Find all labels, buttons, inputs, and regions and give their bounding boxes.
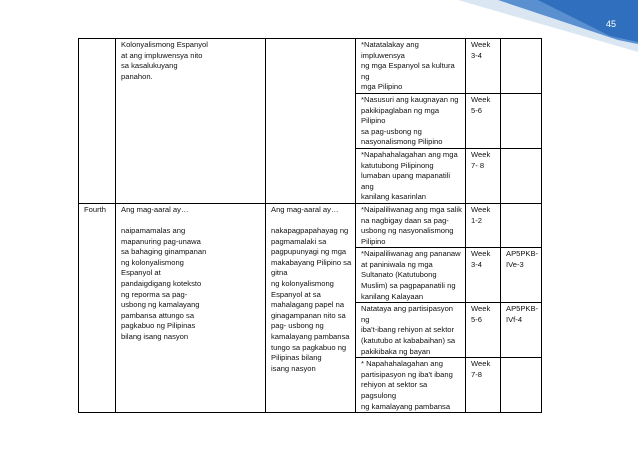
week-label: Week 1-2 (471, 204, 491, 225)
content-standard-text-line: sa bahaging ginampanan (121, 247, 207, 257)
content-standard-text-line: Kolonyalismong Espanyol (121, 40, 208, 49)
code-cell (501, 203, 542, 247)
performance-standard-text (271, 226, 352, 374)
performance-standard-text-line: kamalayang pambansa (271, 332, 350, 342)
week-label: Week 3-4 (471, 40, 491, 60)
week-label: Week 7-8 (471, 359, 491, 379)
week-cell (466, 148, 501, 203)
competency-text (361, 95, 462, 148)
content-standard-text-line: naipamamalas ang (121, 226, 186, 236)
competency-text (361, 249, 462, 302)
competency-cell (356, 39, 466, 94)
code-cell (501, 358, 542, 413)
competency-cell (356, 358, 466, 413)
competency-text-line: * Napahahalagahan ang (361, 359, 443, 369)
competency-text (361, 304, 462, 357)
competency-text-line: pakikipaglaban ng mga Pilipino (361, 105, 440, 126)
content-standard-text-line: bilang isang nasyon (121, 332, 189, 342)
code-cell (501, 303, 542, 358)
competency-text-line: *Naipaliliwanag ang pananaw (361, 249, 461, 259)
competency-text-line: Natataya ang partisipasyon ng (361, 304, 454, 324)
content-standard-cell (116, 39, 266, 204)
competency-text (361, 40, 462, 93)
code-cell (501, 248, 542, 303)
performance-standard-text-line: gitna (271, 268, 288, 278)
quarter-cell (79, 203, 116, 412)
competency-cell (356, 148, 466, 203)
content-standard-text-line: ng reporma sa pag- (121, 289, 188, 299)
page-number: 45 (605, 19, 616, 29)
performance-standard-cell (266, 39, 356, 204)
content-standard-text-line: Espanyol at (121, 268, 161, 278)
competency-text-line: lumaban upang mapanatili ang (361, 171, 451, 191)
competency-text (361, 205, 462, 247)
competency-text-line: mga Pilipino (361, 82, 403, 92)
quarter-cell (79, 39, 116, 204)
competency-text-line: sa pag-usbong ng (361, 126, 422, 136)
competency-text-line: at paniniwala ng mga (361, 259, 433, 269)
performance-standard-text-line: pagpupunyagi ng mga (271, 247, 347, 257)
content-standard-text-line: ng kolonyalismong (121, 257, 184, 267)
competency-text-line: Sultanato (Katutubong (361, 270, 437, 280)
competency-text-line: (katutubo at kababaihan) sa (361, 336, 456, 346)
week-label: Week 5-6 (471, 304, 491, 324)
performance-standard-text-line: Espanyol at sa (271, 289, 321, 299)
competency-text-line: *Natatalakay ang impluwensya (361, 40, 419, 60)
competency-text-line: Pilipino (361, 236, 386, 246)
performance-standard-text-line: tungo sa pagkabuo ng (271, 342, 347, 352)
week-cell (466, 93, 501, 148)
competency-code: AP5PKB-IVf-4 (506, 304, 539, 324)
competency-cell (356, 203, 466, 247)
performance-standard-text-line: pagmamalaki sa (271, 236, 327, 246)
competency-text-line: rehiyon at sektor sa pagsulong (361, 380, 428, 400)
competency-text-line: *Naipaliliwanag ang mga salik (361, 204, 462, 214)
performance-standard-text-line: makabayang Pilipino sa (271, 257, 352, 267)
competency-text-line: na nagbigay daan sa pag- (361, 215, 449, 225)
week-cell (466, 358, 501, 413)
competency-cell (356, 303, 466, 358)
performance-standard-text-line: mahalagang papel na (271, 300, 345, 310)
performance-standard-heading: Ang mag-aaral ay… (271, 204, 339, 214)
table-row (79, 203, 542, 247)
competency-cell (356, 93, 466, 148)
competency-text-line: katutubong Pilipinong (361, 160, 434, 170)
content-standard-text-line: pagkabuo ng Pilipinas (121, 321, 196, 331)
week-cell (466, 303, 501, 358)
performance-standard-cell (266, 203, 356, 412)
competency-text-line: *Napahahalagahan ang mga (361, 149, 458, 159)
code-cell (501, 148, 542, 203)
competency-text-line: ng kamalayang pambansa (361, 401, 451, 411)
performance-standard-text-line: isang nasyon (271, 363, 316, 373)
quarter-label: Fourth (84, 204, 106, 214)
code-cell (501, 39, 542, 94)
competency-text-line: partisipasyon ng iba't ibang (361, 369, 453, 379)
competency-text-line: iba't-ibang rehiyon at sektor (361, 325, 455, 335)
code-cell (501, 93, 542, 148)
week-label: Week 5-6 (471, 94, 491, 115)
content-standard-text (121, 226, 262, 343)
content-standard-text-line: usbong ng kamalayang (121, 300, 200, 310)
competency-text (361, 359, 462, 412)
content-standard-text-line: mapanuring pag-unawa (121, 236, 201, 246)
curriculum-table (78, 38, 542, 413)
performance-standard-text-line: ng kolonyalismong (271, 279, 334, 289)
competency-text-line: usbong ng nasyonalismong (361, 226, 454, 236)
content-standard-text-line: at ang impluwensya nito (121, 50, 203, 60)
competency-cell (356, 248, 466, 303)
competency-text-line: pakikibaka ng bayan (361, 346, 431, 356)
content-standard-heading: Ang mag-aaral ay… (121, 204, 189, 214)
content-standard-text-line: panahon. (121, 71, 153, 81)
performance-standard-text-line: Pilipinas bilang (271, 353, 322, 363)
competency-text-line: ng mga Espanyol sa kultura ng (361, 61, 455, 81)
week-cell (466, 39, 501, 94)
week-label: Week 3-4 (471, 249, 491, 269)
content-standard-text-line: pandaigdigang koteksto (121, 279, 202, 289)
competency-text-line: Muslim) sa pagpapanatili ng (361, 281, 456, 291)
content-standard-text (121, 40, 262, 82)
competency-text-line: nasyonalismong Pilipino (361, 137, 443, 147)
week-cell (466, 203, 501, 247)
content-standard-text-line: pambansa attungo sa (121, 310, 195, 320)
performance-standard-text-line: nakapagpapahayag ng (271, 226, 349, 236)
week-label: Week 7- 8 (471, 149, 491, 170)
content-standard-text-line: sa kasalukuyang (121, 61, 178, 71)
competency-text-line: kanilang kasarinlan (361, 192, 427, 202)
table-row (79, 39, 542, 94)
competency-text-line: *Nasusuri ang kaugnayan ng (361, 94, 459, 104)
competency-text-line: kanilang Kalayaan (361, 291, 424, 301)
performance-standard-text-line: ginagampanan nito sa (271, 310, 346, 320)
performance-standard-text-line: pag- usbong ng (271, 321, 324, 331)
content-standard-cell (116, 203, 266, 412)
competency-text (361, 150, 462, 203)
week-cell (466, 248, 501, 303)
competency-code: AP5PKB-IVe-3 (506, 249, 539, 269)
